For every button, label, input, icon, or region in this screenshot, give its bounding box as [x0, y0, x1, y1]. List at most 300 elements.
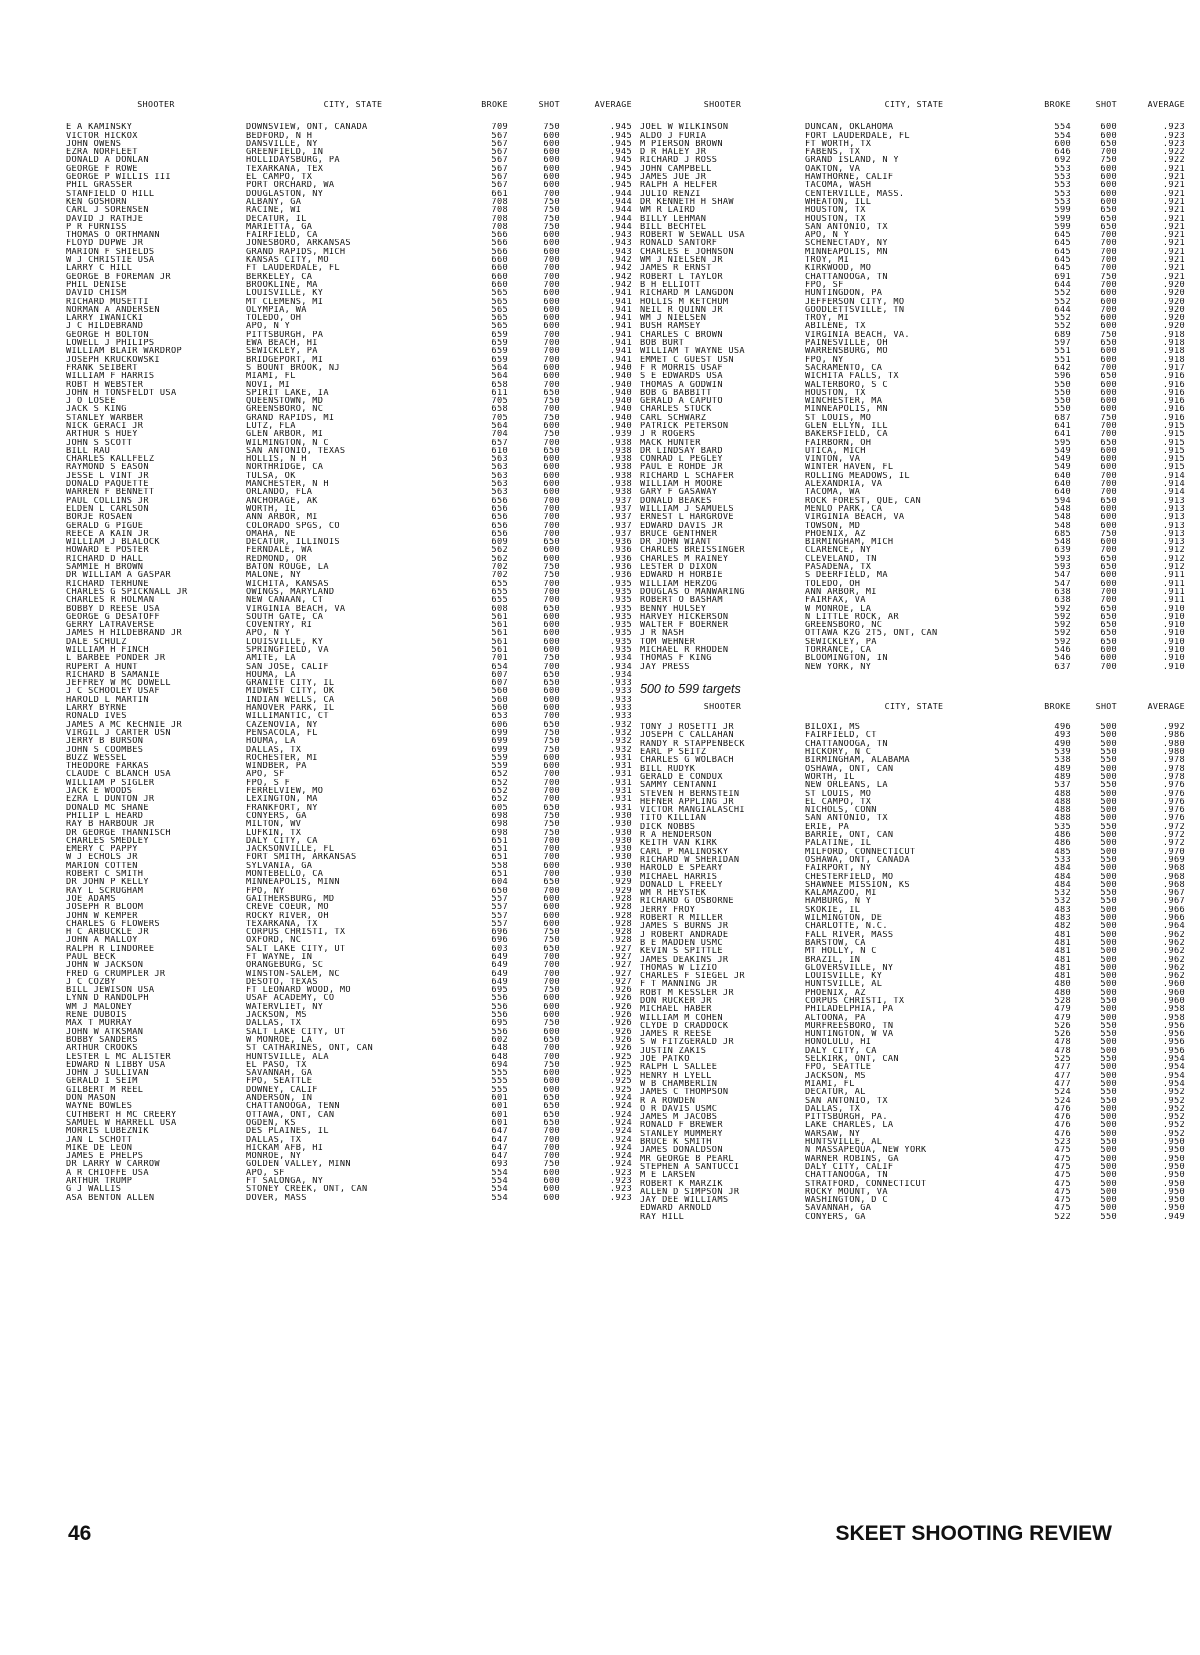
average-value: .924: [609, 1102, 632, 1111]
shot-count: 750: [543, 928, 560, 937]
broke-count: 638: [1054, 596, 1071, 605]
city-state: COLORADO SPGS, CO: [246, 521, 340, 530]
city-state: SHAWNEE MISSION, KS: [805, 880, 910, 890]
broke-count: 565: [491, 305, 508, 315]
table-row: [66, 1177, 632, 1185]
city-state: SKOKIE, IL: [805, 905, 861, 915]
table-row: [66, 530, 632, 538]
average-value: .952: [1162, 1104, 1185, 1114]
average-value: .914: [1162, 488, 1185, 497]
city-state: CLEVELAND, TN: [805, 554, 877, 564]
broke-count: 600: [1054, 139, 1071, 149]
broke-count: 524: [1054, 1088, 1071, 1097]
table-row: [640, 864, 1185, 872]
average-value: .954: [1162, 1071, 1185, 1080]
broke-count: 522: [1054, 1212, 1071, 1221]
table-row: [66, 472, 632, 480]
shooter-name: JAMES JUE JR: [640, 173, 707, 182]
shot-count: 600: [543, 704, 560, 713]
broke-count: 567: [491, 164, 508, 174]
table-row: [640, 223, 1185, 231]
table-row: [640, 790, 1185, 798]
broke-count: 651: [491, 836, 508, 846]
shooter-name: JAMES M JACOBS: [640, 1113, 718, 1122]
average-value: .923: [1162, 123, 1185, 132]
shooter-name: NEIL R QUINN JR: [640, 305, 723, 315]
table-row: [66, 555, 632, 563]
header-shooter: SHOOTER: [137, 99, 175, 109]
average-value: .911: [1162, 571, 1185, 580]
table-row: [640, 530, 1185, 538]
table-row: [640, 964, 1185, 972]
shooter-name: EDWARD ARNOLD: [640, 1204, 712, 1213]
broke-count: 653: [491, 712, 508, 721]
table-row: [640, 389, 1185, 397]
shot-count: 500: [1100, 847, 1117, 856]
shot-count: 500: [1100, 1162, 1117, 1172]
shooter-name: R A HENDERSON: [640, 831, 712, 840]
shooter-name: BILL RUDYK: [640, 764, 696, 773]
city-state: MIAMI, FL: [805, 1079, 855, 1089]
broke-count: 486: [1054, 831, 1071, 840]
city-state: CREVE COEUR, MO: [246, 903, 329, 912]
broke-count: 554: [491, 1185, 508, 1194]
shot-count: 600: [543, 1027, 560, 1036]
shot-count: 600: [543, 612, 560, 622]
city-state: MONTEBELLO, CA: [246, 870, 324, 879]
shot-count: 750: [543, 563, 560, 572]
broke-count: 486: [1054, 839, 1071, 848]
city-state: HOUMA, LA: [246, 670, 296, 680]
average-value: .935: [609, 646, 632, 655]
broke-count: 565: [491, 289, 508, 298]
average-value: .910: [1162, 621, 1185, 630]
average-value: .956: [1162, 1030, 1185, 1039]
average-value: .952: [1162, 1088, 1185, 1097]
city-state: S BOUNT BROOK, NJ: [246, 363, 340, 373]
average-value: .978: [1162, 756, 1185, 765]
average-value: .941: [609, 297, 632, 306]
broke-count: 566: [491, 247, 508, 257]
table-row: [66, 754, 632, 762]
shot-count: 650: [1100, 214, 1117, 223]
city-state: FT WAYNE, IN: [246, 952, 313, 962]
broke-count: 481: [1054, 955, 1071, 964]
broke-count: 526: [1054, 1021, 1071, 1031]
shot-count: 600: [543, 1193, 560, 1202]
shooter-name: DALE SCHULZ: [66, 637, 127, 646]
average-value: .934: [609, 654, 632, 663]
table-row: [66, 563, 632, 571]
city-state: HUNTSVILLE, AL: [805, 1138, 883, 1147]
broke-count: 645: [1054, 247, 1071, 257]
header-city-state: CITY, STATE: [884, 700, 944, 711]
city-state: WILMINGTON, DE: [805, 914, 883, 923]
city-state: WORTH, IL: [805, 772, 855, 782]
city-state: SPIRIT LAKE, IA: [246, 388, 329, 398]
broke-count: 693: [491, 1160, 508, 1169]
shooter-name: WM J NIELSEN: [640, 314, 707, 323]
shooter-name: BOB G BABBITT: [640, 388, 712, 398]
city-state: EL CAMPO, TX: [805, 797, 872, 807]
average-value: .962: [1162, 930, 1185, 939]
broke-count: 698: [491, 820, 508, 829]
broke-count: 559: [491, 753, 508, 763]
average-value: .935: [609, 637, 632, 646]
average-value: .968: [1162, 872, 1185, 881]
shot-count: 700: [543, 1143, 560, 1153]
average-value: .921: [1162, 173, 1185, 182]
shot-count: 750: [543, 413, 560, 422]
broke-count: 565: [491, 297, 508, 306]
average-value: .928: [609, 911, 632, 920]
shooter-name: CHARLES STUCK: [640, 405, 712, 414]
average-value: .940: [609, 405, 632, 414]
shooter-name: RICHARD D HALL: [66, 554, 144, 564]
broke-count: 597: [1054, 339, 1071, 348]
table-row: [640, 447, 1185, 455]
table-row: [640, 1080, 1185, 1088]
table-row: [66, 613, 632, 621]
shot-count: 600: [543, 687, 560, 696]
shooter-name: WALTER F BOERNER: [640, 621, 729, 630]
shooter-name: WM R LAIRD: [640, 206, 696, 215]
average-value: .927: [609, 961, 632, 970]
shot-count: 700: [1100, 662, 1117, 671]
city-state: KANSAS CITY, MO: [246, 256, 329, 265]
average-value: .938: [609, 463, 632, 472]
shooter-name: VIRGIL J CARTER USN: [66, 728, 171, 738]
shooter-name: DR WILLIAM A GASPAR: [66, 571, 171, 580]
shooter-name: DR KENNETH H SHAW: [640, 197, 734, 207]
shooter-name: HOLLIS M KETCHUM: [640, 297, 729, 306]
shot-count: 750: [1100, 156, 1117, 165]
average-value: .942: [609, 280, 632, 290]
shooter-name: BORJE ROSAEN: [66, 513, 133, 522]
city-state: CHESTERFIELD, MO: [805, 872, 894, 881]
average-value: .944: [609, 189, 632, 198]
broke-count: 479: [1054, 1005, 1071, 1014]
table-row: [640, 522, 1185, 530]
table-row: [66, 853, 632, 861]
table-row: [66, 571, 632, 579]
table-row: [640, 372, 1185, 380]
broke-count: 649: [491, 969, 508, 978]
table-row: [66, 447, 632, 455]
broke-count: 648: [491, 1044, 508, 1053]
shooter-name: JOHN OWENS: [66, 139, 122, 149]
city-state: NORTHRIDGE, CA: [246, 463, 324, 472]
table-row: [66, 123, 632, 131]
average-value: .933: [609, 679, 632, 688]
broke-count: 639: [1054, 546, 1071, 555]
broke-count: 702: [491, 563, 508, 572]
broke-count: 564: [491, 421, 508, 431]
average-value: .945: [609, 131, 632, 140]
shot-count: 750: [543, 811, 560, 821]
city-state: CHATTANOOGA, TN: [805, 1171, 888, 1180]
average-value: .911: [1162, 579, 1185, 588]
broke-count: 525: [1054, 1055, 1071, 1064]
average-value: .970: [1162, 847, 1185, 856]
average-value: .945: [609, 164, 632, 174]
shooter-name: HAROLD E SPEARY: [640, 864, 723, 873]
broke-count: 651: [491, 870, 508, 879]
city-state: VIRGINIA BEACH, VA: [246, 604, 346, 613]
city-state: MENLO PARK, CA: [805, 504, 883, 514]
shot-count: 650: [1100, 612, 1117, 622]
average-value: .930: [609, 845, 632, 854]
shot-count: 650: [1100, 139, 1117, 149]
broke-count: 610: [491, 446, 508, 456]
broke-count: 557: [491, 919, 508, 929]
broke-count: 488: [1054, 814, 1071, 823]
shot-count: 500: [1100, 1171, 1117, 1180]
header-shot: SHOT: [538, 99, 560, 109]
city-state: KALAMAZOO, MI: [805, 889, 877, 898]
shot-count: 600: [543, 695, 560, 705]
shot-count: 750: [543, 728, 560, 738]
city-state: ANCHORAGE, AK: [246, 496, 318, 505]
table-row: [640, 939, 1185, 947]
city-state: ANN ARBOR, MI: [805, 587, 877, 597]
table-row: [66, 588, 632, 596]
broke-count: 647: [491, 1152, 508, 1161]
shooter-name: J C SCHOOLEY USAF: [66, 687, 160, 696]
shooter-name: ROBT M KESSLER JR: [640, 988, 734, 997]
shot-count: 650: [543, 538, 560, 547]
average-value: .941: [609, 322, 632, 331]
broke-count: 563: [491, 480, 508, 489]
average-value: .911: [1162, 596, 1185, 605]
average-value: .931: [609, 753, 632, 763]
broke-count: 695: [491, 1019, 508, 1028]
shooter-name: GERALD E CONDUX: [640, 772, 723, 782]
shooter-name: LESTER L MC ALISTER: [66, 1052, 171, 1061]
table-row: [66, 223, 632, 231]
broke-count: 647: [491, 1143, 508, 1153]
shooter-name: PAUL COLLINS JR: [66, 496, 149, 505]
average-value: .926: [609, 1044, 632, 1053]
average-value: .916: [1162, 388, 1185, 398]
broke-count: 656: [491, 513, 508, 522]
table-row: [640, 430, 1185, 438]
shooter-name: WILLIAM J SAMUELS: [640, 504, 734, 514]
average-value: .937: [609, 521, 632, 530]
city-state: WARNER ROBINS, GA: [805, 1154, 899, 1163]
shot-count: 600: [1100, 355, 1117, 364]
table-row: [66, 1094, 632, 1102]
city-state: CONYERS, GA: [246, 811, 307, 821]
broke-count: 646: [1054, 148, 1071, 157]
broke-count: 708: [491, 206, 508, 215]
shot-count: 700: [543, 513, 560, 522]
table-row: [66, 887, 632, 895]
average-value: .937: [609, 529, 632, 539]
shot-count: 700: [543, 496, 560, 505]
table-row: [640, 488, 1185, 496]
shooter-name: EZRA NORFLEET: [66, 148, 138, 157]
table-row: [640, 1097, 1185, 1105]
header-broke: BROKE: [1044, 700, 1071, 711]
table-row: [66, 654, 632, 662]
city-state: ST LOUIS, MO: [805, 413, 872, 422]
shot-count: 550: [1100, 889, 1117, 898]
city-state: N LITTLE ROCK, AR: [805, 612, 899, 622]
city-state: GREENSBORO, NC: [805, 621, 883, 630]
average-value: .923: [609, 1168, 632, 1177]
broke-count: 661: [491, 189, 508, 198]
average-value: .913: [1162, 529, 1185, 539]
shot-count: 700: [543, 836, 560, 846]
city-state: GRAND RAPIDS, MICH: [246, 247, 346, 257]
average-value: .930: [609, 836, 632, 846]
shooter-name: R A ROWDEN: [640, 1096, 696, 1105]
table-row: [66, 953, 632, 961]
header-broke: BROKE: [1044, 99, 1071, 109]
average-value: .913: [1162, 513, 1185, 522]
table-row: [640, 472, 1185, 480]
shot-count: 650: [543, 1035, 560, 1045]
broke-count: 654: [491, 662, 508, 671]
shooter-name: JAMES R REESE: [640, 1030, 712, 1039]
shooter-name: TONY J ROSETTI JR: [640, 723, 734, 732]
broke-count: 475: [1054, 1196, 1071, 1205]
header-shot: SHOT: [1095, 700, 1117, 711]
city-state: DOVER, MASS: [246, 1193, 307, 1202]
average-value: .992: [1162, 723, 1185, 732]
shot-count: 500: [1100, 988, 1117, 997]
average-value: .924: [609, 1143, 632, 1153]
table-row: [66, 1185, 632, 1193]
shooter-name: ASA BENTON ALLEN: [66, 1193, 155, 1202]
city-state: GRAND ISLAND, N Y: [805, 156, 899, 165]
city-state: NEW YORK, NY: [805, 662, 872, 671]
table-row: [640, 148, 1185, 156]
shooter-name: WM J MALONEY: [66, 1002, 133, 1012]
table-row: [66, 389, 632, 397]
shot-count: 600: [1100, 297, 1117, 306]
city-state: SALT LAKE CITY, UT: [246, 944, 346, 953]
shot-count: 750: [543, 197, 560, 207]
table-row: [66, 546, 632, 554]
city-state: FERNDALE, WA: [246, 546, 313, 555]
shooter-name: MICHAEL HARRIS: [640, 872, 718, 881]
average-value: .932: [609, 737, 632, 746]
shot-count: 700: [1100, 256, 1117, 265]
broke-count: 537: [1054, 781, 1071, 790]
shot-count: 500: [1100, 772, 1117, 782]
average-value: .978: [1162, 764, 1185, 773]
city-state: OGDEN, KS: [246, 1118, 296, 1128]
average-value: .941: [609, 305, 632, 315]
city-state: INDIAN WELLS, CA: [246, 695, 335, 705]
shooter-name: DONALD L FREELY: [640, 880, 723, 890]
shot-count: 700: [1100, 148, 1117, 157]
city-state: DECATUR, AL: [805, 1088, 866, 1097]
shot-count: 700: [1100, 231, 1117, 240]
average-value: .927: [609, 952, 632, 962]
shooter-name: JOHN A MALLOY: [66, 936, 138, 945]
shooter-name: CLAUDE C BLANCH USA: [66, 770, 171, 779]
table-row: [66, 986, 632, 994]
city-state: PORT ORCHARD, WA: [246, 181, 335, 190]
average-value: .986: [1162, 731, 1185, 740]
shot-count: 650: [1100, 604, 1117, 613]
table-row: [66, 215, 632, 223]
average-value: .921: [1162, 197, 1185, 207]
table-row: [66, 704, 632, 712]
city-state: BARRIE, ONT, CAN: [805, 831, 894, 840]
shot-count: 600: [543, 1177, 560, 1186]
broke-count: 488: [1054, 806, 1071, 815]
broke-count: 549: [1054, 455, 1071, 464]
shooter-name: CARL SCHWARZ: [640, 413, 707, 422]
city-state: DESOTO, TEXAS: [246, 977, 318, 987]
broke-count: 478: [1054, 1038, 1071, 1047]
average-value: .941: [609, 339, 632, 348]
shot-count: 600: [543, 322, 560, 331]
shot-count: 500: [1100, 1121, 1117, 1130]
city-state: BROOKLINE, MA: [246, 280, 318, 290]
shot-count: 550: [1100, 1021, 1117, 1031]
shot-count: 600: [543, 455, 560, 464]
broke-count: 696: [491, 936, 508, 945]
broke-count: 658: [491, 380, 508, 389]
city-state: WINSTON-SALEM, NC: [246, 969, 340, 978]
shot-count: 600: [543, 480, 560, 489]
city-state: FABENS, TX: [805, 148, 861, 157]
table-row: [640, 922, 1185, 930]
shooter-name: JAY PRESS: [640, 662, 690, 671]
shooter-name: DICK NOBBS: [640, 822, 696, 832]
average-value: .915: [1162, 430, 1185, 439]
city-state: NICHOLS, CONN: [805, 806, 877, 815]
broke-count: 709: [491, 123, 508, 132]
shooter-name: JUSTIN ZAKIS: [640, 1046, 707, 1056]
table-row: [66, 1111, 632, 1119]
shot-count: 600: [543, 173, 560, 182]
shot-count: 750: [543, 430, 560, 439]
broke-count: 567: [491, 139, 508, 149]
shot-count: 600: [543, 247, 560, 257]
shot-count: 700: [1100, 488, 1117, 497]
shooter-name: MICHAEL HABER: [640, 1005, 712, 1014]
average-value: .921: [1162, 164, 1185, 174]
city-state: GREENFIELD, IN: [246, 148, 324, 157]
shooter-name: GARY F GASAWAY: [640, 488, 718, 497]
broke-count: 553: [1054, 189, 1071, 198]
average-value: .938: [609, 446, 632, 456]
city-state: DALLAS, TX: [246, 1135, 302, 1144]
broke-count: 556: [491, 1002, 508, 1012]
broke-count: 546: [1054, 646, 1071, 655]
table-row: [640, 580, 1185, 588]
table-row: [640, 422, 1185, 430]
table-row: [66, 746, 632, 754]
shooter-name: DR JOHN WIANT: [640, 538, 712, 547]
table-row: [640, 1072, 1185, 1080]
average-value: .912: [1162, 554, 1185, 564]
average-value: .926: [609, 1019, 632, 1028]
average-value: .950: [1162, 1179, 1185, 1188]
table-row: [640, 931, 1185, 939]
average-value: .925: [609, 1077, 632, 1086]
city-state: FT WORTH, TX: [805, 139, 872, 149]
city-state: TOLEDO, OH: [805, 579, 861, 588]
city-state: FORT SMITH, ARKANSAS: [246, 853, 357, 862]
broke-count: 607: [491, 679, 508, 688]
